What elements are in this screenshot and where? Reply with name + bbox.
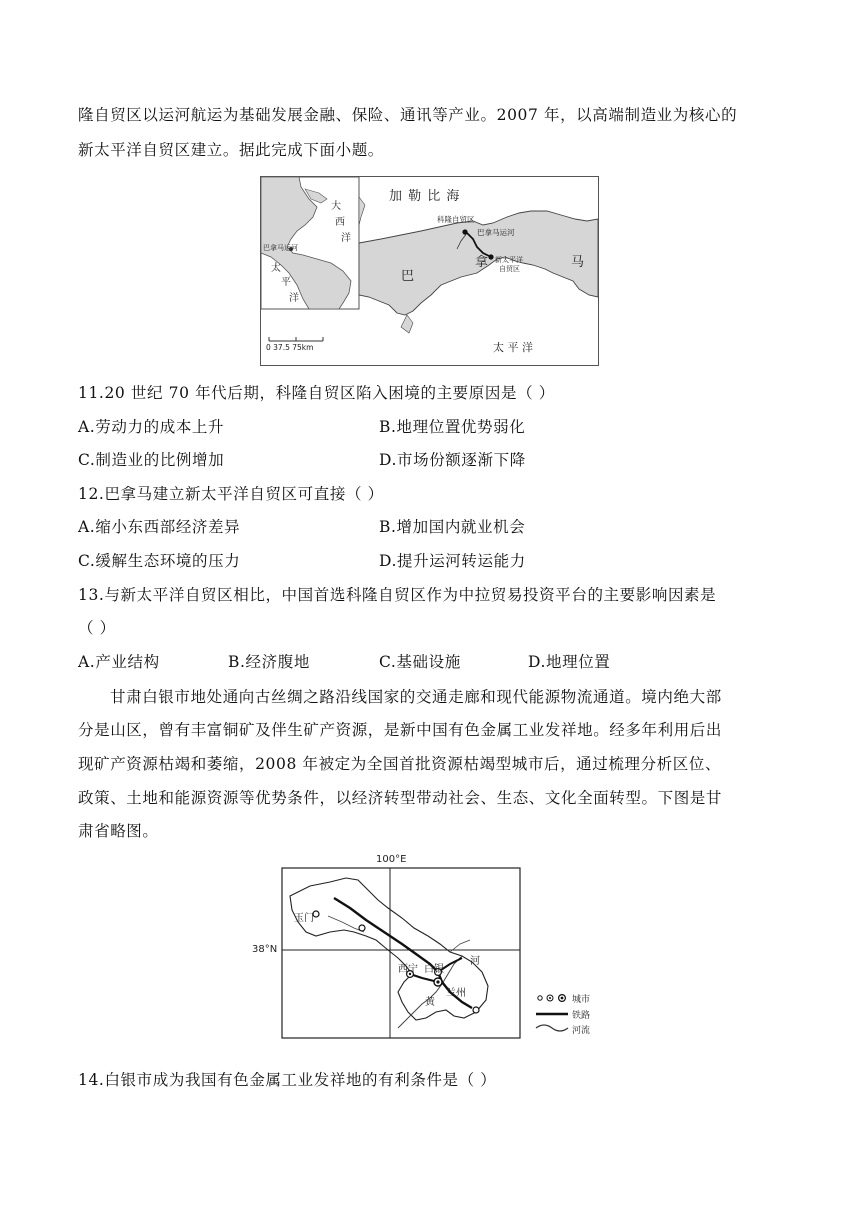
q14-stem: 14.白银市成为我国有色金属工业发祥地的有利条件是（ ）	[78, 1071, 497, 1089]
pacific-inset-2: 平	[281, 277, 291, 288]
panama-map	[260, 176, 599, 366]
colon-zone-label: 科隆自贸区	[437, 215, 475, 224]
q11-option-c: C.制造业的比例增加	[78, 451, 225, 469]
gansu-map	[250, 852, 620, 1042]
q12-stem: 12.巴拿马建立新太平洋自贸区可直接（ ）	[78, 485, 384, 503]
legend-river-label: 河流	[572, 1026, 591, 1036]
canal-label: 巴拿马运河	[477, 228, 515, 237]
panama-map-graphic	[261, 177, 598, 365]
intro-line-1: 隆自贸区以运河航运为基础发展金融、保险、通讯等产业。2007 年，以高端制造业为核心的	[78, 106, 738, 124]
passage2-line-2: 分是山区，曾有丰富铜矿及伴生矿产资源，是新中国有色金属工业发祥地。经多年利用后出	[78, 721, 723, 739]
azuero-peninsula	[401, 315, 413, 333]
passage2-line-1: 甘肃白银市地处通向古丝绸之路沿线国家的交通走廊和现代能源物流通道。境内绝大部	[110, 688, 722, 706]
q13-stem-line-1: 13.与新太平洋自贸区相比，中国首选科隆自贸区作为中拉贸易投资平台的主要影响因素是	[78, 586, 717, 604]
country-label-1: 巴	[401, 269, 415, 284]
q11-option-a: A.劳动力的成本上升	[78, 418, 225, 436]
river-huang-label: 黄	[425, 997, 435, 1008]
atlantic-label-2: 西	[335, 217, 345, 228]
passage2-line-3: 现矿产资源枯竭和萎缩，2008 年被定为全国首批资源枯竭型城市后，通过梳理分析区位、	[78, 755, 722, 773]
lanzhou-label: 兰州	[446, 988, 466, 999]
river-he-label: 河	[470, 956, 480, 967]
colon-zone-marker	[462, 229, 467, 234]
gansu-map-frame	[282, 868, 520, 1038]
scale-label: 0 37.5 75km	[266, 343, 314, 352]
pacific-inset-3: 洋	[289, 293, 299, 304]
costa-rica-edge	[359, 197, 365, 225]
q12-option-a: A.缩小东西部经济差异	[78, 518, 241, 536]
xining-label: 西宁	[398, 964, 418, 975]
legend-river-icon	[536, 1025, 568, 1031]
q12-option-b: B.增加国内就业机会	[379, 518, 526, 536]
legend-rail-label: 铁路	[572, 1011, 591, 1021]
yumen-label: 玉门	[294, 913, 314, 924]
q11-option-b: B.地理位置优势弱化	[379, 418, 526, 436]
intro-line-2: 新太平洋自贸区建立。据此完成下面小题。	[78, 141, 384, 159]
river-branch	[328, 916, 364, 932]
q13-option-c: C.基础设施	[379, 653, 461, 671]
new-pacific-zone-marker	[488, 254, 493, 259]
q12-option-d: D.提升运河转运能力	[379, 552, 526, 570]
passage2-line-5: 肃省略图。	[78, 822, 159, 840]
city-marker-6	[473, 1007, 479, 1013]
q11-stem: 11.20 世纪 70 年代后期，科隆自贸区陷入困境的主要原因是（ ）	[78, 384, 555, 402]
new-pacific-label-2: 自贸区	[499, 265, 520, 273]
country-label-3: 马	[571, 255, 585, 270]
legend-city-icon-1	[538, 996, 542, 1000]
pacific-inset-1: 太	[271, 263, 281, 274]
atlantic-label-1: 大	[331, 201, 341, 212]
gansu-map-graphic	[250, 852, 620, 1042]
new-pacific-label-1: 新太平洋	[495, 256, 523, 264]
lon-label: 100°E	[376, 854, 407, 865]
legend-city-label: 城市	[572, 995, 591, 1005]
q13-option-d: D.地理位置	[528, 653, 611, 671]
lat-label: 38°N	[252, 944, 278, 955]
q11-option-d: D.市场份额逐渐下降	[379, 451, 526, 469]
country-label-2: 拿	[475, 255, 489, 270]
baiyin-label: 白银	[424, 964, 444, 975]
caribbean-label: 加 勒 比 海	[389, 189, 461, 204]
inset-canal-label: 巴拿马运河	[263, 244, 298, 252]
q13-option-b: B.经济腹地	[228, 653, 310, 671]
city-marker-2	[359, 925, 365, 931]
q13-stem-line-2: （ ）	[78, 619, 116, 637]
pacific-main-label: 太 平 洋	[493, 341, 533, 354]
passage2-line-4: 政策、土地和能源资源等优势条件，以经济转型带动社会、生态、文化全面转型。下图是甘	[78, 789, 723, 807]
q13-option-a: A.产业结构	[78, 653, 160, 671]
q12-option-c: C.缓解生态环境的压力	[78, 552, 241, 570]
atlantic-label-3: 洋	[341, 233, 351, 244]
